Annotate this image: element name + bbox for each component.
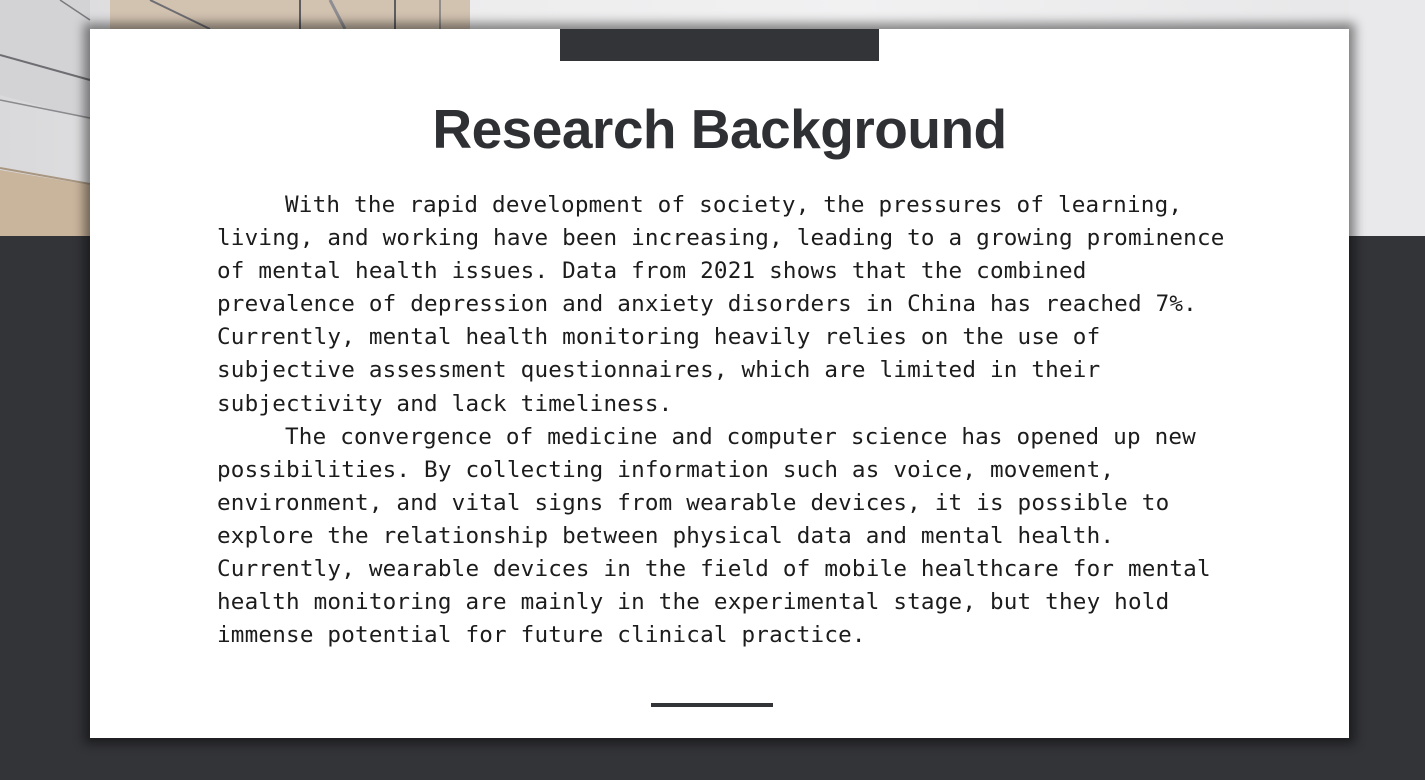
- slide-title: Research Background: [432, 98, 1007, 160]
- paragraph-2: The convergence of medicine and computer science has opened up new possibilities. By collecting information such as voice, movement, environment, and vital signs from wearable devices, it is possible to explore the relationship between physical data and mental health. Currently, wearable devices in the field of mobile healthcare for mental health monitoring are mainly in the experimental stage, but they hold immense potential for future clinical practice.: [217, 423, 1211, 649]
- paragraph-1: With the rapid development of society, the pressures of learning, living, and working have been increasing, leading to a growing prominence of mental health issues. Data from 2021 shows that the combined prevalence of depression and anxiety disorders in China has reached 7%. Currently, mental health monitoring heavily relies on the use of subjective assessment questionnaires, which are limited in their subjectivity and lack timeliness.: [217, 192, 1225, 417]
- body-text: [217, 189, 1227, 652]
- content-card: [90, 29, 1349, 738]
- bottom-accent-bar: [651, 703, 773, 707]
- top-accent-bar: [560, 29, 879, 61]
